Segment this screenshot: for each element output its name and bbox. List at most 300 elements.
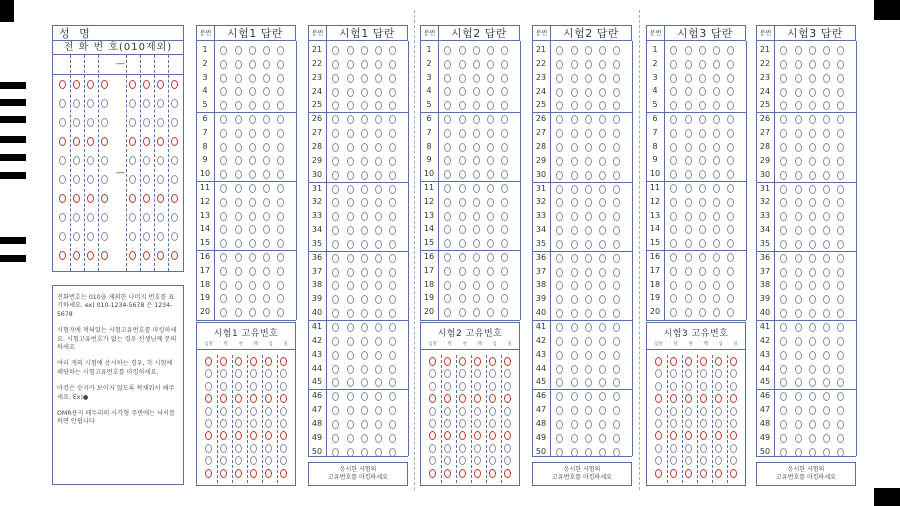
unique-number-bubble[interactable] (265, 444, 272, 453)
answer-bubble[interactable] (670, 239, 677, 248)
unique-number-bubble[interactable] (250, 444, 257, 453)
phone-bubble[interactable] (143, 118, 150, 127)
phone-bubble[interactable] (73, 213, 80, 222)
answer-bubble[interactable] (487, 198, 494, 207)
unique-number-bubble[interactable] (715, 394, 722, 403)
answer-bubble[interactable] (823, 143, 830, 152)
answer-bubble[interactable] (501, 74, 508, 83)
phone-bubble[interactable] (87, 194, 94, 203)
answer-bubble[interactable] (459, 74, 466, 83)
unique-number-bubble[interactable] (504, 394, 511, 403)
answer-bubble[interactable] (795, 60, 802, 69)
answer-bubble[interactable] (809, 115, 816, 124)
answer-bubble[interactable] (823, 171, 830, 180)
answer-bubble[interactable] (571, 365, 578, 374)
answer-bubble[interactable] (389, 392, 396, 401)
answer-bubble[interactable] (599, 240, 606, 249)
answer-bubble[interactable] (277, 281, 284, 290)
answer-bubble[interactable] (361, 198, 368, 207)
answer-bubble[interactable] (585, 268, 592, 277)
answer-bubble[interactable] (571, 268, 578, 277)
phone-bubble[interactable] (129, 175, 136, 184)
answer-bubble[interactable] (599, 157, 606, 166)
unique-number-bubble[interactable] (504, 431, 511, 440)
answer-bubble[interactable] (613, 295, 620, 304)
answer-bubble[interactable] (347, 351, 354, 360)
unique-number-bubble[interactable] (205, 444, 212, 453)
unique-number-bubble[interactable] (504, 407, 511, 416)
unique-number-bubble[interactable] (685, 456, 692, 465)
unique-number-bubble[interactable] (429, 369, 436, 378)
unique-number-bubble[interactable] (730, 431, 737, 440)
answer-bubble[interactable] (599, 129, 606, 138)
unique-number-bubble[interactable] (730, 357, 737, 366)
phone-bubble[interactable] (129, 251, 136, 260)
unique-number-bubble[interactable] (700, 382, 707, 391)
unique-number-bubble[interactable] (235, 469, 242, 478)
answer-bubble[interactable] (473, 74, 480, 83)
answer-bubble[interactable] (249, 184, 256, 193)
answer-bubble[interactable] (361, 295, 368, 304)
answer-bubble[interactable] (795, 434, 802, 443)
answer-bubble[interactable] (823, 268, 830, 277)
answer-bubble[interactable] (837, 434, 844, 443)
answer-bubble[interactable] (713, 294, 720, 303)
phone-bubble[interactable] (87, 137, 94, 146)
answer-bubble[interactable] (823, 295, 830, 304)
answer-bubble[interactable] (332, 434, 339, 443)
answer-bubble[interactable] (795, 365, 802, 374)
answer-bubble[interactable] (613, 157, 620, 166)
unique-number-bubble[interactable] (444, 357, 451, 366)
answer-bubble[interactable] (685, 294, 692, 303)
answer-bubble[interactable] (501, 281, 508, 290)
phone-bubble[interactable] (59, 175, 66, 184)
unique-number-bubble[interactable] (429, 469, 436, 478)
unique-number-bubble[interactable] (265, 382, 272, 391)
answer-bubble[interactable] (444, 60, 451, 69)
phone-bubble[interactable] (171, 118, 178, 127)
unique-number-bubble[interactable] (235, 419, 242, 428)
answer-bubble[interactable] (613, 268, 620, 277)
unique-number-bubble[interactable] (474, 444, 481, 453)
phone-bubble[interactable] (129, 137, 136, 146)
answer-bubble[interactable] (571, 226, 578, 235)
answer-bubble[interactable] (249, 74, 256, 83)
answer-bubble[interactable] (556, 185, 563, 194)
answer-bubble[interactable] (837, 323, 844, 332)
answer-bubble[interactable] (444, 129, 451, 138)
answer-bubble[interactable] (389, 295, 396, 304)
unique-number-bubble[interactable] (444, 394, 451, 403)
unique-number-bubble[interactable] (474, 357, 481, 366)
answer-bubble[interactable] (249, 308, 256, 317)
answer-bubble[interactable] (235, 267, 242, 276)
answer-bubble[interactable] (487, 184, 494, 193)
answer-bubble[interactable] (235, 74, 242, 83)
answer-bubble[interactable] (727, 198, 734, 207)
phone-bubble[interactable] (157, 175, 164, 184)
answer-bubble[interactable] (571, 143, 578, 152)
answer-bubble[interactable] (277, 115, 284, 124)
unique-number-bubble[interactable] (655, 444, 662, 453)
unique-number-bubble[interactable] (504, 469, 511, 478)
answer-bubble[interactable] (347, 392, 354, 401)
answer-bubble[interactable] (332, 281, 339, 290)
answer-bubble[interactable] (487, 281, 494, 290)
answer-bubble[interactable] (347, 88, 354, 97)
answer-bubble[interactable] (389, 420, 396, 429)
answer-bubble[interactable] (809, 295, 816, 304)
answer-bubble[interactable] (837, 420, 844, 429)
answer-bubble[interactable] (235, 308, 242, 317)
answer-bubble[interactable] (837, 254, 844, 263)
answer-bubble[interactable] (599, 268, 606, 277)
answer-bubble[interactable] (780, 240, 787, 249)
answer-bubble[interactable] (556, 420, 563, 429)
answer-bubble[interactable] (332, 157, 339, 166)
phone-bubble[interactable] (129, 118, 136, 127)
answer-bubble[interactable] (444, 253, 451, 262)
answer-bubble[interactable] (501, 253, 508, 262)
answer-bubble[interactable] (613, 115, 620, 124)
unique-number-bubble[interactable] (655, 456, 662, 465)
phone-bubble[interactable] (101, 137, 108, 146)
answer-bubble[interactable] (599, 185, 606, 194)
answer-bubble[interactable] (389, 129, 396, 138)
answer-bubble[interactable] (599, 295, 606, 304)
unique-number-bubble[interactable] (220, 419, 227, 428)
unique-number-bubble[interactable] (489, 394, 496, 403)
phone-bubble[interactable] (129, 80, 136, 89)
unique-number-bubble[interactable] (265, 431, 272, 440)
phone-bubble[interactable] (59, 137, 66, 146)
unique-number-bubble[interactable] (250, 382, 257, 391)
phone-bubble[interactable] (143, 194, 150, 203)
answer-bubble[interactable] (556, 60, 563, 69)
answer-bubble[interactable] (473, 129, 480, 138)
answer-bubble[interactable] (361, 60, 368, 69)
answer-bubble[interactable] (837, 240, 844, 249)
answer-bubble[interactable] (375, 171, 382, 180)
answer-bubble[interactable] (220, 184, 227, 193)
answer-bubble[interactable] (277, 74, 284, 83)
answer-bubble[interactable] (809, 74, 816, 83)
answer-bubble[interactable] (823, 74, 830, 83)
unique-number-bubble[interactable] (459, 456, 466, 465)
answer-bubble[interactable] (599, 88, 606, 97)
answer-bubble[interactable] (487, 239, 494, 248)
answer-bubble[interactable] (375, 337, 382, 346)
unique-number-bubble[interactable] (459, 407, 466, 416)
answer-bubble[interactable] (277, 184, 284, 193)
answer-bubble[interactable] (599, 60, 606, 69)
answer-bubble[interactable] (571, 323, 578, 332)
answer-bubble[interactable] (375, 185, 382, 194)
answer-bubble[interactable] (332, 351, 339, 360)
answer-bubble[interactable] (332, 101, 339, 110)
answer-bubble[interactable] (389, 281, 396, 290)
answer-bubble[interactable] (823, 309, 830, 318)
answer-bubble[interactable] (556, 323, 563, 332)
unique-number-bubble[interactable] (205, 469, 212, 478)
unique-number-bubble[interactable] (685, 444, 692, 453)
answer-bubble[interactable] (795, 392, 802, 401)
answer-bubble[interactable] (361, 46, 368, 55)
unique-number-bubble[interactable] (220, 431, 227, 440)
answer-bubble[interactable] (556, 295, 563, 304)
answer-bubble[interactable] (585, 88, 592, 97)
answer-bubble[interactable] (361, 420, 368, 429)
unique-number-bubble[interactable] (250, 357, 257, 366)
answer-bubble[interactable] (361, 129, 368, 138)
unique-number-bubble[interactable] (220, 407, 227, 416)
phone-bubble[interactable] (73, 118, 80, 127)
answer-bubble[interactable] (332, 171, 339, 180)
answer-bubble[interactable] (795, 185, 802, 194)
answer-bubble[interactable] (235, 198, 242, 207)
answer-bubble[interactable] (823, 46, 830, 55)
phone-bubble[interactable] (157, 213, 164, 222)
answer-bubble[interactable] (713, 143, 720, 152)
unique-number-bubble[interactable] (700, 469, 707, 478)
answer-bubble[interactable] (837, 226, 844, 235)
answer-bubble[interactable] (837, 46, 844, 55)
answer-bubble[interactable] (823, 254, 830, 263)
answer-bubble[interactable] (332, 212, 339, 221)
answer-bubble[interactable] (571, 115, 578, 124)
answer-bubble[interactable] (585, 60, 592, 69)
unique-number-bubble[interactable] (685, 469, 692, 478)
answer-bubble[interactable] (571, 392, 578, 401)
answer-bubble[interactable] (699, 225, 706, 234)
unique-number-bubble[interactable] (429, 456, 436, 465)
unique-number-bubble[interactable] (474, 419, 481, 428)
phone-bubble[interactable] (101, 175, 108, 184)
answer-bubble[interactable] (556, 268, 563, 277)
unique-number-bubble[interactable] (280, 407, 287, 416)
answer-bubble[interactable] (780, 157, 787, 166)
answer-bubble[interactable] (220, 115, 227, 124)
answer-bubble[interactable] (556, 115, 563, 124)
answer-bubble[interactable] (699, 143, 706, 152)
answer-bubble[interactable] (361, 74, 368, 83)
answer-bubble[interactable] (473, 115, 480, 124)
answer-bubble[interactable] (473, 101, 480, 110)
answer-bubble[interactable] (809, 198, 816, 207)
phone-bubble[interactable] (129, 213, 136, 222)
answer-bubble[interactable] (780, 226, 787, 235)
answer-bubble[interactable] (487, 267, 494, 276)
unique-number-bubble[interactable] (280, 431, 287, 440)
answer-bubble[interactable] (501, 198, 508, 207)
answer-bubble[interactable] (263, 253, 270, 262)
answer-bubble[interactable] (473, 239, 480, 248)
answer-bubble[interactable] (795, 88, 802, 97)
answer-bubble[interactable] (613, 323, 620, 332)
unique-number-bubble[interactable] (235, 444, 242, 453)
answer-bubble[interactable] (809, 157, 816, 166)
answer-bubble[interactable] (249, 294, 256, 303)
answer-bubble[interactable] (249, 87, 256, 96)
answer-bubble[interactable] (599, 101, 606, 110)
answer-bubble[interactable] (837, 295, 844, 304)
answer-bubble[interactable] (670, 60, 677, 69)
answer-bubble[interactable] (459, 87, 466, 96)
answer-bubble[interactable] (727, 60, 734, 69)
answer-bubble[interactable] (837, 212, 844, 221)
answer-bubble[interactable] (332, 198, 339, 207)
answer-bubble[interactable] (585, 157, 592, 166)
answer-bubble[interactable] (585, 309, 592, 318)
answer-bubble[interactable] (332, 392, 339, 401)
unique-number-bubble[interactable] (730, 382, 737, 391)
answer-bubble[interactable] (220, 308, 227, 317)
answer-bubble[interactable] (571, 378, 578, 387)
answer-bubble[interactable] (389, 171, 396, 180)
answer-bubble[interactable] (780, 74, 787, 83)
phone-bubble[interactable] (101, 156, 108, 165)
answer-bubble[interactable] (361, 240, 368, 249)
answer-bubble[interactable] (249, 101, 256, 110)
answer-bubble[interactable] (780, 115, 787, 124)
answer-bubble[interactable] (487, 129, 494, 138)
answer-bubble[interactable] (670, 212, 677, 221)
answer-bubble[interactable] (571, 101, 578, 110)
answer-bubble[interactable] (685, 87, 692, 96)
answer-bubble[interactable] (361, 378, 368, 387)
answer-bubble[interactable] (685, 239, 692, 248)
answer-bubble[interactable] (795, 171, 802, 180)
answer-bubble[interactable] (780, 254, 787, 263)
answer-bubble[interactable] (459, 225, 466, 234)
answer-bubble[interactable] (670, 143, 677, 152)
answer-bubble[interactable] (277, 170, 284, 179)
answer-bubble[interactable] (332, 46, 339, 55)
answer-bubble[interactable] (823, 392, 830, 401)
unique-number-bubble[interactable] (235, 431, 242, 440)
unique-number-bubble[interactable] (444, 456, 451, 465)
answer-bubble[interactable] (780, 88, 787, 97)
phone-bubble[interactable] (157, 137, 164, 146)
answer-bubble[interactable] (571, 171, 578, 180)
answer-bubble[interactable] (699, 281, 706, 290)
answer-bubble[interactable] (713, 225, 720, 234)
answer-bubble[interactable] (389, 406, 396, 415)
answer-bubble[interactable] (571, 351, 578, 360)
unique-number-bubble[interactable] (730, 369, 737, 378)
answer-bubble[interactable] (473, 143, 480, 152)
answer-bubble[interactable] (795, 198, 802, 207)
answer-bubble[interactable] (571, 254, 578, 263)
phone-bubble[interactable] (87, 251, 94, 260)
answer-bubble[interactable] (613, 88, 620, 97)
unique-number-bubble[interactable] (685, 407, 692, 416)
answer-bubble[interactable] (809, 406, 816, 415)
answer-bubble[interactable] (585, 198, 592, 207)
answer-bubble[interactable] (332, 74, 339, 83)
unique-number-bubble[interactable] (730, 394, 737, 403)
answer-bubble[interactable] (361, 268, 368, 277)
answer-bubble[interactable] (347, 434, 354, 443)
answer-bubble[interactable] (501, 267, 508, 276)
phone-bubble[interactable] (157, 194, 164, 203)
answer-bubble[interactable] (277, 129, 284, 138)
answer-bubble[interactable] (361, 351, 368, 360)
unique-number-bubble[interactable] (220, 469, 227, 478)
answer-bubble[interactable] (699, 115, 706, 124)
answer-bubble[interactable] (599, 434, 606, 443)
answer-bubble[interactable] (699, 212, 706, 221)
answer-bubble[interactable] (685, 253, 692, 262)
answer-bubble[interactable] (249, 60, 256, 69)
phone-bubble[interactable] (101, 213, 108, 222)
unique-number-bubble[interactable] (715, 407, 722, 416)
answer-bubble[interactable] (263, 281, 270, 290)
unique-number-bubble[interactable] (700, 419, 707, 428)
unique-number-bubble[interactable] (205, 419, 212, 428)
answer-bubble[interactable] (727, 46, 734, 55)
answer-bubble[interactable] (809, 46, 816, 55)
unique-number-bubble[interactable] (235, 382, 242, 391)
phone-bubble[interactable] (171, 156, 178, 165)
answer-bubble[interactable] (670, 156, 677, 165)
answer-bubble[interactable] (263, 129, 270, 138)
unique-number-bubble[interactable] (429, 431, 436, 440)
answer-bubble[interactable] (699, 294, 706, 303)
unique-number-bubble[interactable] (504, 382, 511, 391)
answer-bubble[interactable] (780, 337, 787, 346)
answer-bubble[interactable] (556, 101, 563, 110)
answer-bubble[interactable] (685, 115, 692, 124)
answer-bubble[interactable] (571, 406, 578, 415)
unique-number-bubble[interactable] (250, 469, 257, 478)
answer-bubble[interactable] (670, 74, 677, 83)
unique-number-bubble[interactable] (250, 419, 257, 428)
answer-bubble[interactable] (235, 101, 242, 110)
answer-bubble[interactable] (585, 185, 592, 194)
answer-bubble[interactable] (347, 323, 354, 332)
answer-bubble[interactable] (501, 225, 508, 234)
answer-bubble[interactable] (263, 170, 270, 179)
answer-bubble[interactable] (613, 392, 620, 401)
answer-bubble[interactable] (375, 129, 382, 138)
answer-bubble[interactable] (823, 323, 830, 332)
answer-bubble[interactable] (277, 267, 284, 276)
answer-bubble[interactable] (585, 74, 592, 83)
answer-bubble[interactable] (249, 198, 256, 207)
answer-bubble[interactable] (699, 156, 706, 165)
unique-number-bubble[interactable] (489, 419, 496, 428)
answer-bubble[interactable] (501, 308, 508, 317)
answer-bubble[interactable] (235, 115, 242, 124)
answer-bubble[interactable] (795, 378, 802, 387)
answer-bubble[interactable] (459, 294, 466, 303)
unique-number-bubble[interactable] (220, 456, 227, 465)
answer-bubble[interactable] (375, 74, 382, 83)
answer-bubble[interactable] (599, 365, 606, 374)
answer-bubble[interactable] (670, 198, 677, 207)
answer-bubble[interactable] (220, 225, 227, 234)
answer-bubble[interactable] (389, 157, 396, 166)
answer-bubble[interactable] (571, 157, 578, 166)
answer-bubble[interactable] (713, 170, 720, 179)
unique-number-bubble[interactable] (265, 357, 272, 366)
answer-bubble[interactable] (685, 129, 692, 138)
answer-bubble[interactable] (444, 143, 451, 152)
answer-bubble[interactable] (685, 60, 692, 69)
answer-bubble[interactable] (780, 323, 787, 332)
